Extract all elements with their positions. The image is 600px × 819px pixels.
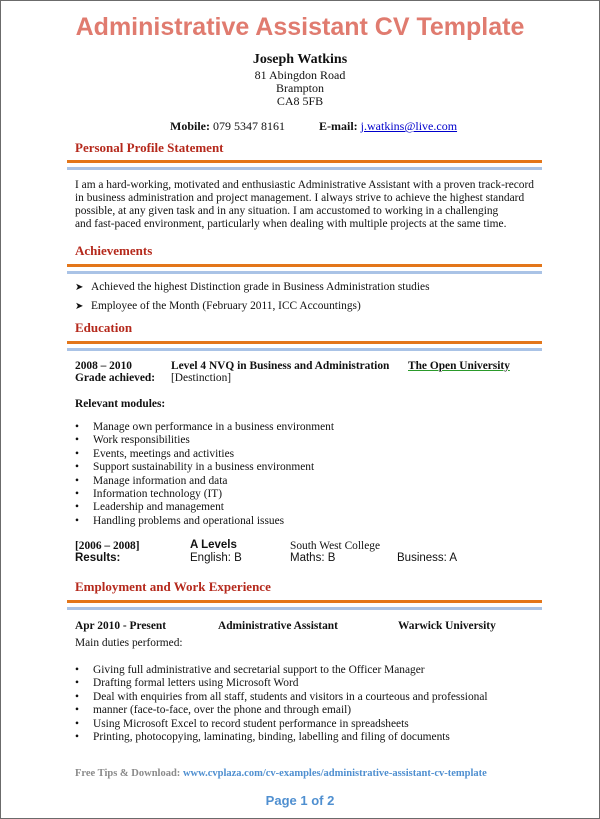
arrow-bullet-icon: ➤: [75, 301, 84, 312]
modules-label: Relevant modules:: [75, 398, 166, 410]
document-title: Administrative Assistant CV Template: [75, 13, 525, 41]
alevels-dates: [2006 – 2008]: [75, 540, 140, 552]
employment-rule-orange: [67, 600, 542, 603]
result-business: Business: A: [397, 552, 458, 564]
module-item: • Support sustainability in a business environment: [93, 461, 334, 474]
education-rule-blue: [67, 348, 542, 351]
arrow-bullet-icon: ➤: [75, 282, 84, 293]
module-item: • Manage own performance in a business environment: [93, 421, 334, 434]
profile-line: and fast-paced environment, particularly when dealing with multiple projects at the same time.: [75, 218, 507, 230]
job-role: Administrative Assistant: [218, 620, 338, 632]
mobile-number: 079 5347 8161: [213, 119, 285, 133]
footer-link[interactable]: www.cvplaza.com/cv-examples/administrative-assistant-cv-template: [182, 768, 487, 779]
achievement-text: Employee of the Month (February 2011, ICC Accountings): [91, 300, 361, 312]
achievements-heading: Achievements: [75, 243, 153, 258]
footer: [75, 768, 487, 779]
profile-line: I am a hard-working, motivated and enthusiastic Administrative Assistant with a proven track-record: [75, 179, 534, 191]
duties-label: Main duties performed:: [75, 637, 183, 649]
achievements-rule-orange: [67, 264, 542, 267]
profile-heading: Personal Profile Statement: [75, 140, 224, 155]
module-item: • Leadership and management: [93, 501, 334, 514]
page-number: Page 1 of 2: [265, 793, 335, 808]
profile-rule-orange: [67, 160, 542, 163]
nvq-qualification: Level 4 NVQ in Business and Administration: [171, 360, 390, 372]
education-heading: Education: [75, 320, 133, 335]
email-link[interactable]: j.watkins@live.com: [360, 119, 458, 133]
education-rule-orange: [67, 341, 542, 344]
profile-line: in business administration and project management. I always strive to achieve the highest standard: [75, 192, 525, 204]
nvq-institution: The Open University: [408, 360, 510, 372]
duty-item: • Giving full administrative and secretarial support to the Officer Manager: [93, 664, 488, 677]
employment-heading: Employment and Work Experience: [75, 579, 271, 594]
result-maths: Maths: B: [290, 552, 336, 564]
duty-item: • Using Microsoft Excel to record student performance in spreadsheets: [93, 718, 488, 731]
job-employer: Warwick University: [398, 620, 496, 632]
modules-list: [93, 421, 334, 528]
module-item: • Manage information and data: [93, 475, 334, 488]
address-line-2: Brampton: [276, 81, 324, 95]
result-english: English: B: [190, 552, 242, 564]
duties-list: [93, 664, 488, 744]
person-name: Joseph Watkins: [252, 52, 348, 67]
employment-rule-blue: [67, 607, 542, 610]
achievements-rule-blue: [67, 271, 542, 274]
profile-rule-blue: [67, 167, 542, 170]
module-item: • Information technology (IT): [93, 488, 334, 501]
duty-item: • Printing, photocopying, laminating, binding, labelling and filing of documents: [93, 731, 488, 744]
achievement-item: [75, 281, 430, 293]
email-label: E-mail:: [319, 119, 358, 133]
module-item: • Work responsibilities: [93, 434, 334, 447]
duty-item: • Drafting formal letters using Microsoft Word: [93, 677, 488, 690]
profile-line: possible, at any given task and in any situation. I am accustomed to working in a challenging: [75, 205, 499, 217]
address-line-1: 81 Abingdon Road: [254, 68, 346, 82]
grade-label: Grade achieved:: [75, 372, 156, 384]
job-dates: Apr 2010 - Present: [75, 620, 167, 632]
achievement-text: Achieved the highest Distinction grade in Business Administration studies: [91, 281, 430, 293]
grade-value: [Destinction]: [171, 372, 232, 384]
duty-item: • Deal with enquiries from all staff, students and visitors in a courteous and professional: [93, 691, 488, 704]
nvq-dates: 2008 – 2010: [75, 360, 132, 372]
alevels-institution: South West College: [290, 540, 380, 552]
achievement-item: [75, 300, 361, 312]
alevels-qualification: A Levels: [190, 539, 237, 551]
contact-line: [170, 119, 457, 134]
module-item: • Events, meetings and activities: [93, 448, 334, 461]
duty-continuation: • manner (face-to-face, over the phone and through email): [93, 704, 488, 717]
mobile-label: Mobile:: [170, 119, 210, 133]
results-label: Results:: [75, 552, 121, 564]
profile-statement: [75, 179, 545, 231]
footer-label: Free Tips & Download:: [75, 768, 181, 779]
address-line-3: CA8 5FB: [276, 94, 324, 108]
module-item: • Handling problems and operational issues: [93, 515, 334, 528]
